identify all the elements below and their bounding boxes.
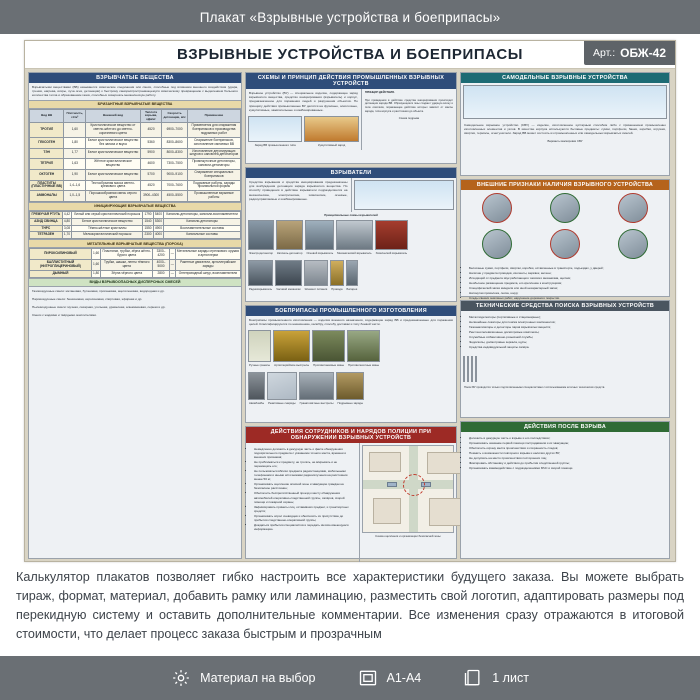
list-item: • Специфический запах миндаля или иной нехарактерный запах; xyxy=(469,286,665,290)
col-head-1: Плотность, г/см³ xyxy=(64,109,86,123)
panel-schemes-header: СХЕМЫ И ПРИНЦИП ДЕЙСТВИЯ ПРОМЫШЛЕННЫХ ВЗРЫВНЫХ УСТРОЙСТВ xyxy=(246,73,456,89)
cell-heat: 2300 xyxy=(143,232,153,239)
cell-use: Воспламенительные составы xyxy=(164,225,241,232)
cell-name: АЗИД СВИНЦА xyxy=(30,218,63,225)
detonator-photo-4 xyxy=(336,220,372,250)
detonators-text: Средства взрывания и средства инициирования предназначены для возбуждения детонации заряда взрывчатого вещества. По способу приведения в действие взрыватели подразделяются на механические, электрические, химические, огневые, радиоуправляемые и комбинированные. xyxy=(249,180,348,201)
cell-look: Зёрна чёрного цвета xyxy=(101,270,153,277)
cell-dens: 1,80 xyxy=(91,270,100,277)
detonator-cap-3: Огневой взрыватель xyxy=(306,251,334,255)
sheet-icon xyxy=(463,668,483,688)
panel-schemes xyxy=(245,72,457,164)
list-item: • Обеспечить охрану места происшествия и сохранность следов; xyxy=(469,446,665,450)
table-row xyxy=(30,270,241,277)
cell-dens: 1,63 xyxy=(64,159,86,170)
cell-heat: 5900 xyxy=(140,148,162,159)
cell-name: ТНРС xyxy=(30,225,63,232)
cell-speed: — xyxy=(169,249,175,260)
cell-heat: 1540 xyxy=(143,218,153,225)
detonator-cap-5: Химический взрыватель xyxy=(375,251,408,255)
detonator-photo-10 xyxy=(346,260,359,286)
list-item: • Организовать оцепление опасной зоны и эвакуацию граждан на безопасное расстояние; xyxy=(254,482,355,490)
sign-photo-3 xyxy=(618,193,648,223)
detonator-cap-8: Элемент питания xyxy=(304,287,328,291)
footer-item-format[interactable] xyxy=(358,668,422,688)
detonator-photo-2 xyxy=(276,220,303,250)
map-caption: Схема оцепления и организации безопасной зоны xyxy=(375,534,441,538)
tech-photo-4 xyxy=(475,356,477,382)
cell-look: Тестообразная масса светло-кремового цвета xyxy=(86,180,141,191)
cell-dens: 1,80 xyxy=(64,137,86,148)
scheme-figure-1 xyxy=(248,116,302,142)
panel-after-blast-header: ДЕЙСТВИЯ ПОСЛЕ ВЗРЫВА xyxy=(461,422,669,432)
cell-dens: 4,80 xyxy=(62,218,72,225)
cell-look: Белое кристаллическое вещество без запаха и вкуса xyxy=(86,137,141,148)
detonator-cap-7: Часовой механизм xyxy=(276,287,301,291)
ammo-cap-5: Авиабомбы xyxy=(249,401,265,406)
dispers-line-0: Газовоздушные смеси: метановая, бутановая, пропановая, ацетиленовая, водородная и др. xyxy=(32,288,165,293)
detonator-photo-strip-2 xyxy=(246,258,456,294)
detonator-cap-10: Батарея xyxy=(346,287,358,291)
scheme-caption-2: Кумулятивный заряд xyxy=(318,142,346,147)
list-item: • Служебные собаки минно-розыскной службы; xyxy=(469,335,665,339)
cell-name: ТЕТРАЗЕН xyxy=(30,232,63,239)
col-head-0: Вид ВВ xyxy=(30,109,64,123)
cell-dens: 1,60 xyxy=(91,260,100,271)
panel-police-actions-header: ДЕЙСТВИЯ СОТРУДНИКОВ И НАРЯДОВ ПОЛИЦИИ ПРИ ОБНАРУЖЕНИИ ВЗРЫВНЫХ УСТРОЙСТВ xyxy=(246,427,456,443)
schemes-text: Взрывное устройство (ВУ) — специальное изделие, содержащее заряд взрывчатого вещества, средство инициирования (взрыватель) и корпус, предназначенное для поражения людей и разрушения объектов. По принципу действия промышленные ВУ делятся на фугасные, осколочные, кумулятивные, зажигательные и комбинированные. xyxy=(249,91,358,112)
list-item: • Бесхозные сумки, портфели, свёртки, коробки, оставленные в транспорте, подъездах, у дверей; xyxy=(469,266,665,270)
detonator-scheme-figure xyxy=(354,180,455,210)
table-row xyxy=(30,169,241,180)
cell-name: ПЛАСТИТЫ (ПЛАСТИЧНЫЕ ВВ) xyxy=(30,180,64,191)
ammo-cap-2: Артиллерийские выстрелы xyxy=(274,363,310,368)
list-item: • Дождаться прибытия специалистов и передать им всю имеющуюся информацию. xyxy=(254,523,355,531)
cell-look: Белое кристаллическое вещество xyxy=(86,169,141,180)
ammo-photo-4 xyxy=(347,330,380,362)
ammo-photo-1 xyxy=(248,330,271,362)
table-row xyxy=(30,148,241,159)
panel-tech-search xyxy=(460,300,670,418)
cell-look: Жёлтое кристаллическое вещество xyxy=(86,159,141,170)
detonator-photo-9 xyxy=(330,260,343,286)
schemes-principle-title: ПРИНЦИП ДЕЙСТВИЯ. xyxy=(364,91,395,94)
signs-photo-row-2 xyxy=(461,226,669,262)
cell-heat: 4520 xyxy=(140,123,162,138)
cell-use: Подрывные работы, заряды произвольной формы xyxy=(187,180,240,191)
table-row xyxy=(30,225,241,232)
table-row xyxy=(30,159,241,170)
cell-look: Белое кристаллическое вещество xyxy=(72,218,143,225)
panel-military-ammo-header: БОЕПРИПАСЫ ПРОМЫШЛЕННОГО ИЗГОТОВЛЕНИЯ xyxy=(246,306,456,316)
list-item: • Средства индивидуальной защиты сапёра. xyxy=(469,345,665,349)
format-icon xyxy=(358,668,378,688)
list-item: • Наличие у предмета проводов, изоленты, верёвок, антенн; xyxy=(469,271,665,275)
cell-use: Промежуточные детонаторы, капсюли-детонаторы xyxy=(187,159,240,170)
panel-police-actions xyxy=(245,426,457,559)
tech-photo-3 xyxy=(471,356,473,382)
cell-dens: 1,90 xyxy=(64,169,86,180)
cell-heat: 1550 xyxy=(143,225,153,232)
list-item: • Необычное размещение предмета, его крепление к конструкциям; xyxy=(469,281,665,285)
list-item: • Натянутая проволока, леска, шнур; xyxy=(469,291,665,295)
cell-dens: 4,42 xyxy=(62,211,72,218)
table-brizant xyxy=(29,109,241,202)
list-item: • Исходящий от предмета звук работающего часового механизма, щелчки; xyxy=(469,276,665,280)
page-header xyxy=(0,0,700,34)
footer-label-sheets: 1 лист xyxy=(492,671,529,685)
panel-homemade xyxy=(460,72,670,176)
list-item: • Зафиксировать приметы лиц, оставивших предмет, и транспортных средств; xyxy=(254,505,355,513)
list-item: • Рентгенотелевизионные досмотровые комплексы; xyxy=(469,330,665,334)
detonator-photo-6 xyxy=(248,260,273,286)
list-item: • Эндоскопы, досмотровые зеркала, щупы; xyxy=(469,340,665,344)
list-item: • Организовать взаимодействие с подразделениями МЧС и скорой помощи. xyxy=(469,466,665,470)
article-badge xyxy=(584,41,675,65)
cell-speed: 7000–7600 xyxy=(162,180,187,191)
poster-column-left xyxy=(28,72,242,559)
cell-speed: 7300–7500 xyxy=(162,159,187,170)
cell-speed: 5300 xyxy=(153,218,163,225)
cell-use: Капсюли-детонаторы, капсюли-воспламенители xyxy=(164,211,241,218)
table-metat xyxy=(29,248,241,277)
ammo-strip-2 xyxy=(246,370,456,408)
poster-image[interactable] xyxy=(24,40,676,562)
ammo-cap-4: Противопехотные мины xyxy=(348,363,380,368)
cell-use: Ракетные двигатели, артиллерийские заряды xyxy=(175,260,240,271)
table-row xyxy=(30,137,241,148)
gear-icon xyxy=(171,668,191,688)
cell-name: ДЫМНЫЙ xyxy=(30,270,92,277)
cell-use: Применяется для снаряжения боеприпасов и производства подрывных работ xyxy=(187,123,240,138)
cell-heat: 5360 xyxy=(140,137,162,148)
page-footer xyxy=(0,656,700,700)
cell-speed: 6900–7000 xyxy=(162,123,187,138)
cell-look: Порошкообразная смесь серого цвета xyxy=(86,191,141,202)
detonator-cap-6: Радиовзрыватель xyxy=(249,287,273,291)
homemade-caption: Варианты маскировки СВУ xyxy=(547,138,583,143)
dispers-line-2: Пылевоздушные смеси: мучная, сахарная, угольная, древесная, алюминиевая, серная и др. xyxy=(32,304,166,309)
detonator-photo-7 xyxy=(275,260,301,286)
table-row xyxy=(30,218,241,225)
dispers-line-3: Смеси с жидкими и твёрдыми окислителями. xyxy=(32,313,97,318)
cell-name: ТЭН xyxy=(30,148,64,159)
table-header-row xyxy=(30,109,241,123)
subhead-brizant: БРИЗАНТНЫЕ ВЗРЫВЧАТЫЕ ВЕЩЕСТВА xyxy=(29,100,241,109)
cell-heat: 4600 xyxy=(140,159,162,170)
signs-list xyxy=(461,264,669,303)
table-row xyxy=(30,123,241,138)
detonators-sub: Принципиальные схемы взрывателей xyxy=(324,213,378,217)
list-item: • Организовать опрос очевидцев и обеспечить их присутствие до прибытия следственно-оперативной группы; xyxy=(254,514,355,522)
page-title: Плакат «Взрывные устройства и боеприпасы» xyxy=(199,9,501,25)
cell-heat: 4520 xyxy=(140,180,162,191)
cell-look: Белый или серый кристаллический порошок xyxy=(72,211,143,218)
tech-photo-strip xyxy=(461,354,669,384)
military-ammo-text: Боеприпасы промышленного изготовления — изделия военного назначения, содержащие заряд ВВ и предназначенные для поражения целей. Классифицируются по назначению, калибру, способу доставки и типу боевой части. xyxy=(249,318,453,327)
cell-name: ТЕТРИЛ xyxy=(30,159,64,170)
cell-dens: 1,4–1,6 xyxy=(64,180,86,191)
list-item: • Не пользоваться вблизи предмета радиостанциями, мобильными телефонами и иными источниками радиоизлучения на расстоянии менее 50 м; xyxy=(254,469,355,481)
ammo-cap-6: Реактивные снаряды xyxy=(268,401,296,406)
table-row xyxy=(30,249,241,260)
cell-heat: 3300–4200 xyxy=(153,249,169,260)
cell-use: Метательные заряды стрелкового оружия и артиллерии xyxy=(175,249,240,260)
list-item: • Помнить о возможности повторного взрыва и наличия других ВУ; xyxy=(469,451,665,455)
list-item: • Газоанализаторы и детекторы паров взрывчатых веществ; xyxy=(469,325,665,329)
schemes-figures xyxy=(246,114,361,150)
signs-photo-row-1 xyxy=(461,190,669,226)
sign-photo-1 xyxy=(482,193,512,223)
subhead-iniciir: ИНИЦИИРУЮЩИЕ ВЗРЫВЧАТЫЕ ВЕЩЕСТВА xyxy=(29,202,241,211)
table-row xyxy=(30,232,241,239)
cell-use: Снаряжение боеприпасов, изготовление смесевых ВВ xyxy=(187,137,240,148)
ammo-cap-8: Подрывные заряды xyxy=(337,401,364,406)
cell-use: Снаряжение специальных боеприпасов xyxy=(187,169,240,180)
cell-name: ГЕКСОГЕН xyxy=(30,137,64,148)
list-item: • Немедленно доложить в дежурную часть о факте обнаружения подозрительного предмета с указанием точного места, времени и внешних признаков; xyxy=(254,447,355,459)
poster-title: ВЗРЫВНЫЕ УСТРОЙСТВА И БОЕПРИПАСЫ xyxy=(25,41,675,69)
list-item: • Металлодетекторы (портативные и стационарные); xyxy=(469,315,665,319)
police-actions-list xyxy=(246,445,359,534)
cell-use: Промышленные взрывные работы xyxy=(187,191,240,202)
list-item: • Не допускать на место происшествия посторонних лиц; xyxy=(469,456,665,460)
tech-search-list xyxy=(461,313,669,352)
detonator-photo-strip-1 xyxy=(246,218,456,258)
list-item: • Доложить в дежурную часть о взрыве и его последствиях; xyxy=(469,436,665,440)
cell-look: Белое кристаллическое вещество xyxy=(86,148,141,159)
panel-signs xyxy=(460,179,670,301)
panel-detonators xyxy=(245,167,457,302)
sign-photo-6 xyxy=(618,229,648,259)
panel-military-ammo xyxy=(245,305,457,423)
panel-explosives-header: ВЗРЫВЧАТЫЕ ВЕЩЕСТВА xyxy=(29,73,241,83)
list-item: • Следы свежих земляных работ, нарушение дорожного покрытия. xyxy=(469,296,665,300)
tech-note: Поиск ВУ проводится только подготовленными специалистами с использованием штатных технических средств. xyxy=(464,386,606,390)
cell-dens: 1,77 xyxy=(64,148,86,159)
footer-label-format: А1-А4 xyxy=(386,671,422,685)
cell-speed: 4900 xyxy=(153,225,163,232)
article-label: Арт.: xyxy=(593,47,616,59)
cell-heat: 4000–5000 xyxy=(153,260,169,271)
cell-look: Кристаллическое вещество от светло-жёлтого до светло-коричневого цвета xyxy=(86,123,141,138)
panel-detonators-header: ВЗРЫВАТЕЛИ xyxy=(246,168,456,178)
poster-area xyxy=(0,34,700,568)
cell-use: Капсюли-детонаторы xyxy=(164,218,241,225)
ammo-photo-8 xyxy=(336,372,364,400)
footer-label-material: Материал на выбор xyxy=(200,671,316,685)
sign-photo-5 xyxy=(550,229,580,259)
cell-heat: 2800 xyxy=(153,270,169,277)
cell-speed: 9000–9100 xyxy=(162,169,187,180)
poster-body xyxy=(25,69,675,562)
table-row xyxy=(30,211,241,218)
scheme-caption-3: Схема подрыва xyxy=(398,116,420,121)
panel-explosives xyxy=(28,72,242,559)
detonator-cap-4: Механический взрыватель xyxy=(337,251,372,255)
col-head-3: Теплота взрыва, кДж/кг xyxy=(140,109,162,123)
ammo-cap-3: Противотанковые мины xyxy=(313,363,345,368)
panel-after-blast xyxy=(460,421,670,559)
list-item: • Обеспечить беспрепятственный проезд к месту обнаружения автомобилей оперативно-следственной группы, сапёров, скорой помощи и пожарной охраны; xyxy=(254,491,355,503)
ammo-photo-6 xyxy=(267,372,297,400)
cell-name: ТРОТИЛ xyxy=(30,123,64,138)
detonator-photo-1 xyxy=(248,220,274,250)
homemade-scheme-figure xyxy=(463,85,667,119)
safety-zone-map xyxy=(362,445,454,533)
cell-dens: 1,0–1,5 xyxy=(64,191,86,202)
cell-name: ОКТОГЕН xyxy=(30,169,64,180)
list-item: • Организовать оказание первой помощи пострадавшим и их эвакуацию; xyxy=(469,441,665,445)
cell-speed: — xyxy=(169,260,175,271)
ammo-photo-3 xyxy=(312,330,345,362)
cell-name: АММОНАЛЫ xyxy=(30,191,64,202)
homemade-text: Самодельное взрывное устройство (СВУ) — изделие, изготовленное кустарным способом либо с применением промышленно изготовленных элементов и узлов. В качестве корпуса используются бытовые предметы: сумки, портфели, банки, коробки, игрушки, свёртки, термосы, огнетушители. Заряд ВВ может состоять из промышленных или самодельных взрывчатых смесей. xyxy=(464,123,666,136)
cell-heat: 5700 xyxy=(140,169,162,180)
ammo-photo-7 xyxy=(299,372,335,400)
cell-speed: 4000 xyxy=(153,232,163,239)
article-value: ОБЖ-42 xyxy=(620,46,666,60)
detonator-cap-2: Капсюль-детонатор xyxy=(277,251,303,255)
cell-look: Мелкокристаллический порошок xyxy=(72,232,143,239)
poster-column-middle xyxy=(245,72,457,559)
col-head-4: Скорость детонации, м/с xyxy=(162,109,187,123)
poster-column-right xyxy=(460,72,670,559)
dispers-line-1: Паровоздушные смеси: бензиновая, керосиновая, спиртовая, эфирная и др. xyxy=(32,296,143,301)
detonator-cap-9: Провода xyxy=(331,287,343,291)
subhead-metat: МЕТАТЕЛЬНЫЕ ВЗРЫВЧАТЫЕ ВЕЩЕСТВА (ПОРОХА) xyxy=(29,239,241,248)
table-iniciir xyxy=(29,211,241,239)
cell-speed: 4500–5500 xyxy=(162,191,187,202)
cell-look: Трубки, шашки, ленты тёмного цвета xyxy=(101,260,153,271)
after-blast-list xyxy=(461,434,669,473)
detonator-cap-1: Электродетонатор xyxy=(249,251,273,255)
cell-dens: 1,70 xyxy=(62,232,72,239)
detonator-photo-8 xyxy=(304,260,329,286)
panel-explosives-intro: Взрывчатыми веществами (ВВ) называются химические соединения или смеси, способные под влиянием внешнего воздействия (удара, трения, нагрева, искры, луча огня, детонации) к быстрому самораспространяющемуся химическому превращению с выделением большого количества тепла и образованием газов, способных совершать механическую работу. xyxy=(32,85,238,98)
footer-item-material[interactable] xyxy=(171,668,315,688)
scheme-caption-1: Заряд ВВ промышленного типа xyxy=(254,142,296,147)
ammo-strip-1 xyxy=(246,328,456,370)
footer-item-sheets[interactable] xyxy=(463,668,529,688)
cell-use: Изготовление детонирующих шнуров и капсюлей-детонаторов xyxy=(187,148,240,159)
cell-heat: 3900–4300 xyxy=(140,191,162,202)
cell-dens: 1,60 xyxy=(64,123,86,138)
cell-heat: 1790 xyxy=(143,211,153,218)
col-head-5: Применение xyxy=(187,109,240,123)
col-head-2: Внешний вид xyxy=(86,109,141,123)
ammo-cap-7: Гранатомётные выстрелы xyxy=(299,401,334,406)
schemes-principle-text: При приведении в действие средства инициирования происходит детонация заряда ВВ. Образующиеся газы создают ударную волну и поле осколков, поражающее действие которых зависит от массы заряда, типа корпуса и расстояния до объекта. xyxy=(364,98,453,113)
list-item: • Нелинейные локаторы для поиска электронных компонентов; xyxy=(469,320,665,324)
panel-homemade-header: САМОДЕЛЬНЫЕ ВЗРЫВНЫЕ УСТРОЙСТВА xyxy=(461,73,669,83)
sign-photo-2 xyxy=(550,193,580,223)
cell-dens: 1,60 xyxy=(91,249,100,260)
cell-name: ГРЕМУЧАЯ РТУТЬ xyxy=(30,211,63,218)
cell-look: Тёмно-жёлтые кристаллы xyxy=(72,225,143,232)
tech-photo-1 xyxy=(463,356,465,382)
tech-photo-2 xyxy=(467,356,469,382)
list-item: • Не приближаться к предмету, не трогать, не вскрывать и не перемещать его; xyxy=(254,460,355,468)
cell-use: Огнепроводный шнур, воспламенители xyxy=(175,270,240,277)
list-item: • Фиксировать обстановку и действия до прибытия следственной группы; xyxy=(469,461,665,465)
detonator-photo-3 xyxy=(305,220,334,250)
detonator-photo-5 xyxy=(375,220,409,250)
panel-tech-search-header: ТЕХНИЧЕСКИЕ СРЕДСТВА ПОИСКА ВЗРЫВНЫХ УСТРОЙСТВ xyxy=(461,301,669,311)
scheme-figure-2 xyxy=(304,116,358,142)
cell-use: Капсюльные составы xyxy=(164,232,241,239)
cell-name: БАЛЛИСТИТНЫЙ (НИТРОГЛИЦЕРИНОВЫЙ) xyxy=(30,260,92,271)
sign-photo-4 xyxy=(482,229,512,259)
cell-speed: 8300–8600 xyxy=(162,137,187,148)
table-row xyxy=(30,191,241,202)
cell-speed: 5400 xyxy=(153,211,163,218)
subhead-dispers: ВИДЫ ВЗРЫВООПАСНЫХ ДИСПЕРСНЫХ СМЕСЕЙ xyxy=(29,278,241,287)
ammo-cap-1: Ручные гранаты xyxy=(249,363,271,368)
cell-name: ПИРОКСИЛИНОВЫЙ xyxy=(30,249,92,260)
ammo-photo-2 xyxy=(273,330,310,362)
ammo-photo-5 xyxy=(248,372,265,400)
cell-speed: 8000–8300 xyxy=(162,148,187,159)
table-row xyxy=(30,180,241,191)
cell-look: Пластинки, трубки, зёрна жёлто-бурого цвета xyxy=(101,249,153,260)
product-description: Калькулятор плакатов позволяет гибко настроить все характеристики будущего заказа. Вы можете выбрать тираж, формат, материал, добавить рамку или ламинацию, разместить свой логотип, адаптировать размеры под перекидную систему и оставить дополнительные комментарии. Все изменения сразу отражаются в итоговой стоимости, что делает процесс заказа быстрым и прозрачным xyxy=(16,570,684,641)
cell-dens: 3,08 xyxy=(62,225,72,232)
table-row xyxy=(30,260,241,271)
panel-signs-header: ВНЕШНИЕ ПРИЗНАКИ НАЛИЧИЯ ВЗРЫВНОГО УСТРОЙСТВА xyxy=(461,180,669,190)
cell-speed: — xyxy=(169,270,175,277)
